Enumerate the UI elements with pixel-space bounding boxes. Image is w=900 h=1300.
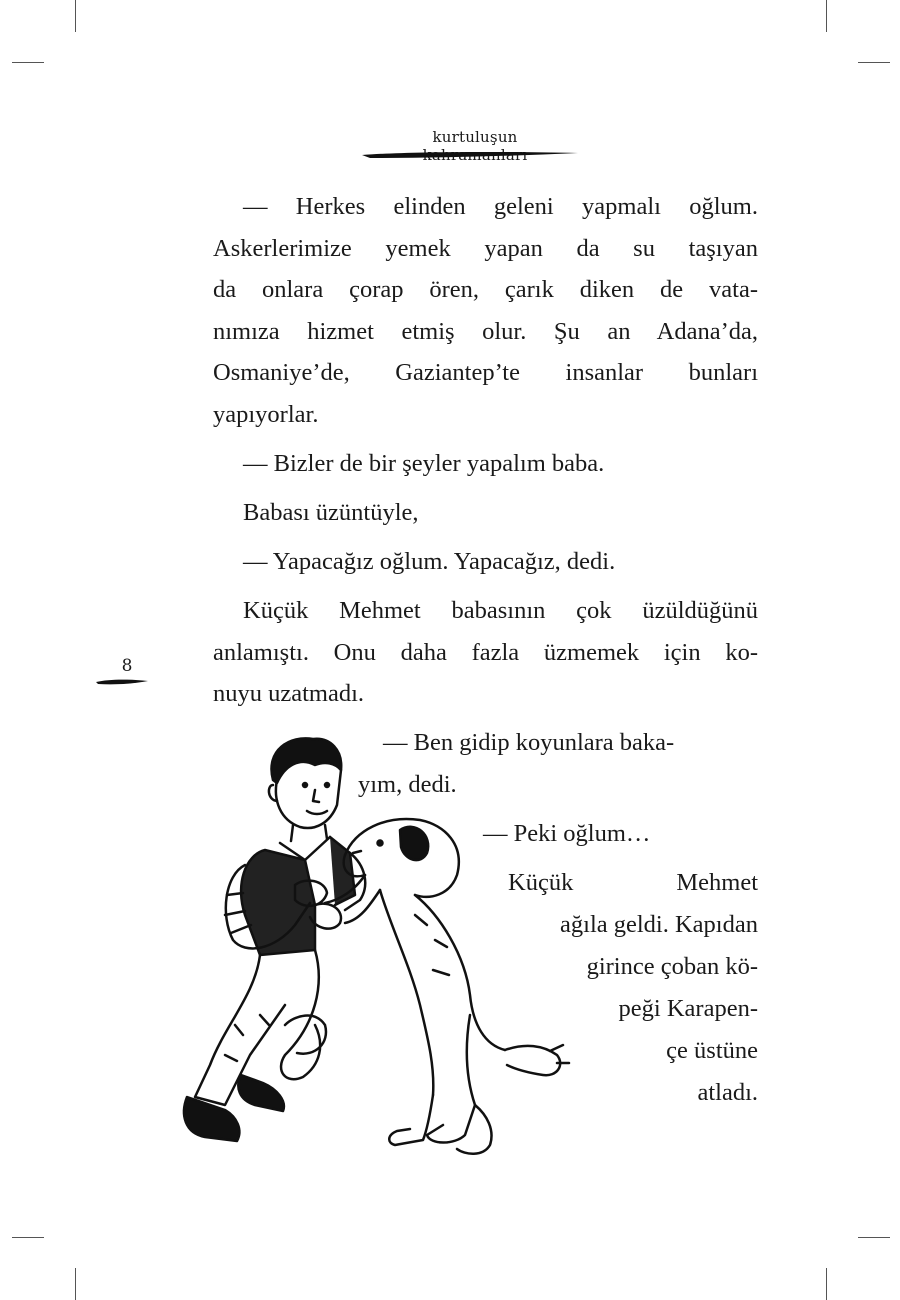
paragraph-5 <box>213 590 758 673</box>
crop-mark <box>75 0 76 32</box>
paragraph-5-last-line: nuyu uzatmadı. <box>213 680 365 707</box>
paragraph-8-line-6: atladı. <box>697 1079 758 1106</box>
boy-and-dog-illustration <box>165 725 625 1185</box>
paragraph-8-line-5: çe üstüne <box>666 1037 758 1064</box>
crop-mark <box>12 1237 44 1238</box>
paragraph-1-last-line: yapıyorlar. <box>213 401 319 428</box>
paragraph-1 <box>213 186 758 394</box>
page-number-brush-rule <box>94 678 150 686</box>
crop-mark <box>12 62 44 63</box>
crop-mark <box>858 62 890 63</box>
paragraph-8-line-4: peği Karapen- <box>618 995 758 1022</box>
paragraph-6-line-1: — Ben gidip koyunlara baka- <box>383 729 675 756</box>
page-number: 8 <box>121 656 133 676</box>
paragraph-8-line-3: girince çoban kö- <box>586 953 758 980</box>
text-line: nımıza hizmet etmiş olur. Şu an Adana’da, <box>213 317 758 345</box>
crop-mark <box>826 1268 827 1300</box>
paragraph-3: Babası üzüntüyle, <box>243 499 419 526</box>
crop-mark <box>75 1268 76 1300</box>
text-line: Askerlerimize yemek yapan da su taşıyan <box>213 234 758 262</box>
paragraph-6-line-2: yım, dedi. <box>358 771 457 798</box>
text-line: anlamıştı. Onu daha fazla üzmemek için ko- <box>213 638 758 666</box>
crop-mark <box>826 0 827 32</box>
paragraph-8-line-1: Küçük Mehmet <box>508 869 758 896</box>
text-line: da onlara çorap ören, çarık diken de vata- <box>213 276 758 303</box>
running-head: kurtuluşun <box>432 128 518 146</box>
paragraph-8-line-2: ağıla geldi. Kapıdan <box>560 911 758 938</box>
crop-mark <box>858 1237 890 1238</box>
paragraph-4: — Yapacağız oğlum. Yapacağız, dedi. <box>243 548 616 575</box>
paragraph-2: — Bizler de bir şeyler yapalım baba. <box>243 450 605 477</box>
paragraph-7: — Peki oğlum… <box>483 820 651 847</box>
header-brush-rule <box>360 150 580 160</box>
text-line: Küçük Mehmet babasının çok üzüldüğünü <box>243 597 758 624</box>
text-line: — Herkes elinden geleni yapmalı oğlum. <box>243 193 758 220</box>
text-line: Osmaniye’de, Gaziantep’te insanlar bunları <box>213 359 758 386</box>
